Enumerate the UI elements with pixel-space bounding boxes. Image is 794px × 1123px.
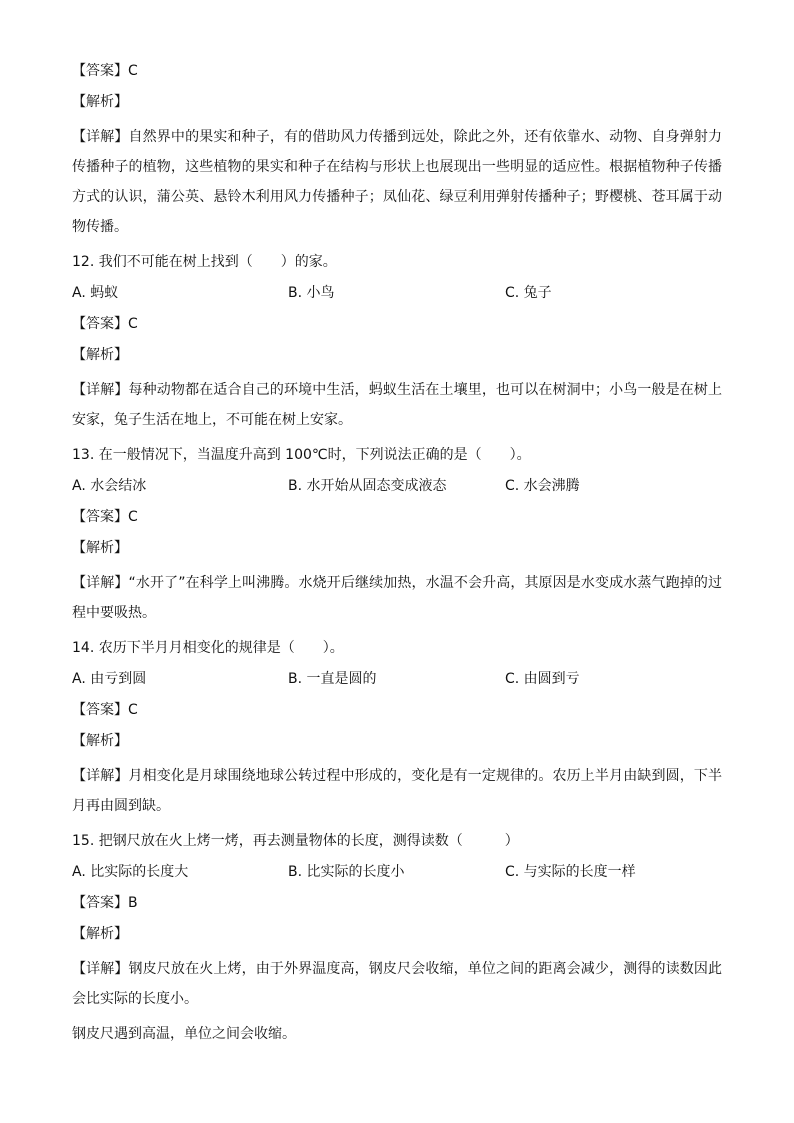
q15-note: 钢皮尺遇到高温，单位之间会收缩。 [72, 1026, 296, 1042]
q15-detail: 【详解】钢皮尺放在火上烤，由于外界温度高，钢皮尺会收缩，单位之间的距离会减少，测得的读数因此会比实际的长度小。 [72, 961, 722, 1007]
q15-question: 15. 把钢尺放在火上烤一烤，再去测量物体的长度，测得读数（ ） [72, 833, 519, 849]
q12-detail: 【详解】每种动物都在适合自己的环境中生活，蚂蚁生活在土壤里，也可以在树洞中；小鸟一般是在树上安家，兔子生活在地上，不可能在树上安家。 [72, 382, 722, 428]
q14-answer: 【答案】C [72, 702, 138, 718]
q13-answer: 【答案】C [72, 509, 138, 525]
q13-option-a: A. 水会结冰 [72, 478, 147, 494]
q13-detail: 【详解】“水开了”在科学上叫沸腾。水烧开后继续加热，水温不会升高，其原因是水变成水蒸气跑掉的过程中要吸热。 [72, 575, 722, 621]
q13-options [72, 475, 722, 497]
q15-answer: 【答案】B [72, 895, 138, 911]
q15-option-b: B. 比实际的长度小 [288, 864, 405, 880]
q12-option-b: B. 小鸟 [288, 285, 335, 301]
q13-question: 13. 在一般情况下，当温度升高到 100℃时，下列说法正确的是（ ）。 [72, 447, 531, 463]
q14-option-b: B. 一直是圆的 [288, 671, 377, 687]
q12-analysis: 【解析】 [72, 347, 128, 363]
q14-analysis: 【解析】 [72, 733, 128, 749]
q15-analysis: 【解析】 [72, 926, 128, 942]
q14-question: 14. 农历下半月月相变化的规律是（ ）。 [72, 640, 344, 656]
document-page [72, 60, 722, 1045]
q15-option-c: C. 与实际的长度一样 [505, 864, 636, 880]
q11-answer: 【答案】C [72, 63, 138, 79]
q15-options [72, 861, 722, 883]
q11-detail: 【详解】自然界中的果实和种子，有的借助风力传播到远处，除此之外，还有依靠水、动物、自身弹射力传播种子的植物，这些植物的果实和种子在结构与形状上也展现出一些明显的适应性。根据植物种子传播方式的认识，蒲公英、悬铃木利用风力传播种子；凤仙花、绿豆利用弹射传播种子；野樱桃、苍耳属于动物传播。 [72, 129, 722, 235]
q13-option-b: B. 水开始从固态变成液态 [288, 478, 447, 494]
q12-option-c: C. 兔子 [505, 285, 552, 301]
q15-option-a: A. 比实际的长度大 [72, 864, 189, 880]
q12-question: 12. 我们不可能在树上找到（ ）的家。 [72, 254, 337, 270]
q14-detail: 【详解】月相变化是月球围绕地球公转过程中形成的，变化是有一定规律的。农历上半月由缺到圆，下半月再由圆到缺。 [72, 768, 722, 814]
q12-options [72, 282, 722, 304]
q14-option-c: C. 由圆到亏 [505, 671, 580, 687]
q14-options [72, 668, 722, 690]
q14-option-a: A. 由亏到圆 [72, 671, 147, 687]
q12-option-a: A. 蚂蚁 [72, 285, 119, 301]
q12-answer: 【答案】C [72, 316, 138, 332]
q13-analysis: 【解析】 [72, 540, 128, 556]
q13-option-c: C. 水会沸腾 [505, 478, 580, 494]
q11-analysis: 【解析】 [72, 94, 128, 110]
